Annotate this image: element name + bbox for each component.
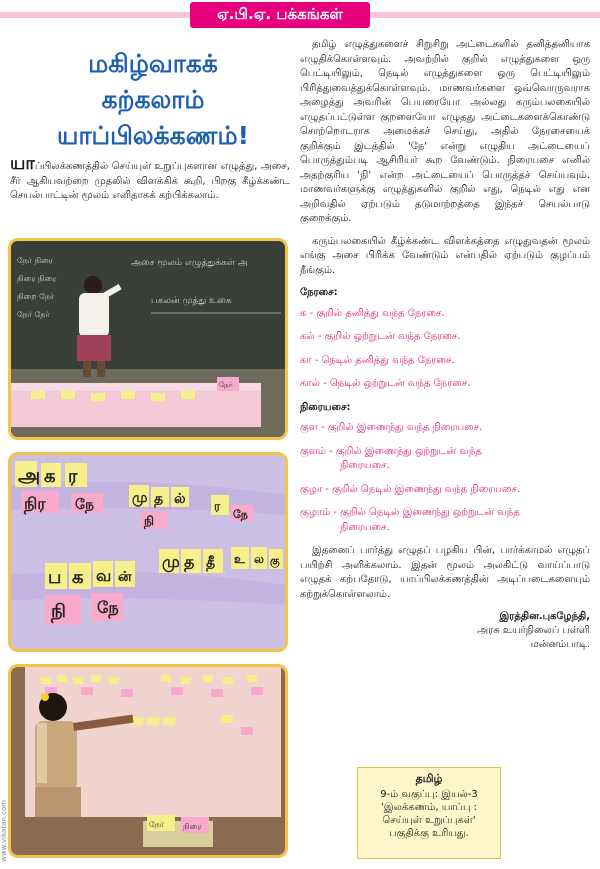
top-bar — [0, 0, 600, 28]
board-heading: அசை மூலம் எழுத்துக்கள் அ — [131, 258, 248, 268]
note-title: தமிழ் — [415, 772, 443, 785]
card-bottom-5: நே — [97, 598, 119, 617]
photo-girl-art — [11, 667, 285, 855]
intro-text: ப்பிலக்கணத்தில் செய்யுள் உறுப்புகளான எழுத்து, அசை, சீர் ஆகியவற்றை முதலில் விளக்கிக் கூறி, பிறகு கீழ்க்கண்ட செயல்பாட்டின் மூலம் எளிதாகக் கற்பிக்கலாம். — [10, 161, 290, 201]
headline-line-3: யாப்பிலக்கணம்! — [57, 121, 249, 150]
card-top-4: நே — [75, 497, 94, 513]
card-bottom-7: த — [184, 552, 195, 571]
headline — [14, 46, 292, 154]
photo-cards-cloth — [8, 452, 288, 652]
card-top-1: க — [44, 466, 56, 487]
card-bottom-10: ல — [254, 552, 264, 566]
card-top-8: நி — [144, 514, 154, 528]
nerasai-example-1: க - குறில் தனித்து வந்த நேரசை. — [300, 307, 445, 319]
board-left-line-1: நேர் நிரை — [17, 256, 53, 265]
card-top-3: நிர — [24, 494, 46, 513]
niraiyasai-example-3 — [300, 483, 590, 498]
card-bottom-11: கு — [270, 554, 280, 567]
niraiyasai-heading: நிரையசை: — [300, 401, 351, 413]
photo-blackboard — [8, 238, 288, 440]
author-school: அரசு உயர்நிலைப் பள்ளி — [476, 625, 590, 636]
card-bottom-2: வ — [96, 566, 112, 585]
card-top-5: மு — [132, 490, 148, 506]
niraiyasai-example-2-a: குளம் - குறில் இணைந்து ஒற்றுடன் வந்த — [300, 445, 482, 457]
board-line-2: பகலன் முத்து உகை — [151, 296, 232, 306]
author-block — [300, 610, 590, 652]
niraiyasai-example-2 — [300, 445, 590, 474]
card-top-6: த — [154, 491, 164, 507]
niraiyasai-example-1 — [300, 421, 590, 436]
headline-line-1: மகிழ்வாகக் — [88, 49, 218, 78]
niraiyasai-example-4-a: குழாம் - குறில் நெடில் இணைந்து ஒற்றுடன் வந்த — [300, 507, 520, 518]
body-paragraph-3: இதனைப் பார்த்து எழுதப் பழகிய பின், பார்க்காமல் எழுதப் பயிற்சி அளிக்கலாம். இதன் மூலம் அலகிட்டு வாய்ப்பாடு எழுதக் கற்பதோடு, யாப்பிலக்கணத்தின் அடிப்படைகளையும் கற்றுக்கொள்ளலாம். — [300, 545, 590, 600]
nerasai-example-3: கா - நெடில் தனித்து வந்த நேரசை. — [300, 354, 455, 366]
board-left-line-2: நிரை நிரை — [17, 274, 57, 283]
author-name: இரத்தின.புகழேந்தி, — [499, 611, 590, 622]
author-place: மன்னம்பாடி. — [530, 639, 590, 650]
headline-line-2: கற்கலாம் — [101, 85, 205, 114]
nerasai-example-2: கல் - குறில் ஒற்றுடன் வந்த நேரசை. — [300, 331, 461, 342]
niraiyasai-example-3-a: குழா - குறில் நெடில் இணைந்து வந்த நிரையசை. — [300, 483, 521, 495]
niraiyasai-example-4 — [300, 506, 590, 535]
intro-drop-cap: யா — [10, 153, 35, 174]
card-bottom-0: ப — [48, 567, 62, 588]
card-top-0: அ — [18, 463, 41, 487]
intro-paragraph — [10, 153, 290, 204]
right-column — [300, 38, 590, 652]
photo-blackboard-art — [11, 241, 285, 437]
card-bottom-6: மு — [162, 552, 180, 571]
section-title: ஏ.பி.ஏ. பக்கங்கள் — [190, 2, 370, 28]
note-line-3: செய்யுள் உறுப்புகள்' — [382, 815, 476, 826]
board-left-line-4: நேர் நேர் — [17, 310, 50, 319]
niraiyasai-example-2-b: நிரையசை. — [340, 460, 390, 471]
card-bottom-4: நி — [51, 601, 66, 622]
body-paragraph-1: தமிழ் எழுத்துகளைச் சிறுசிறு அட்டைகளில் தனித்தனியாக எழுதிக்கொள்ளவும். அவற்றில் குறில் எழுத்துகளை ஒரு பெட்டியிலும், நெடில் எழுத்துகளை ஒரு பெட்டியிலும் பிரித்துவைத்துக்கொள்ளவும். மாணவர்களை ஒவ்வொருவராக அழைத்து அவரின் பெயரையோ அல்லது கரும்பலகையில் எழுதப்பட்டுள்ள குறளையோ எழுதது அட்டைகளைக்கொண்டு சொற்றொடராக அமைக்கச் செய்து, அதில் நேரசையைக் குறிக்கும் இடத்தில் 'நே' என்று எழுதிய அட்டையைப் பொருத்தும்படி ஆசிரியர் கூற வேண்டும். நிரையசை எனில் அதற்குரிய 'நி' என்ற அட்டையைப் பொருத்தச் செய்யவும். மாணவர்களுக்கு எழுத்துகளில் குறில் எது, நெடில் எது என அறிவதில் ஏற்படும் தடுமாற்றத்தை இந்தச் செயல்பாடு குறைக்கும். — [300, 39, 590, 224]
card-top-9: ர — [214, 499, 221, 513]
card-bottom-3: ன் — [118, 569, 132, 585]
note-line-2: 'இலக்கணம், யாப்பு : — [381, 802, 477, 813]
card-bottom-8: தீ — [206, 555, 216, 571]
card-bottom-1: க — [72, 567, 84, 588]
watermark: www.vikatan.com — [0, 800, 8, 862]
note-line-4: பகுதிக்கு உரியது. — [389, 828, 469, 839]
niraiyasai-example-4-b: நிரையசை. — [340, 521, 390, 533]
photo-cards-art — [11, 455, 285, 649]
body-paragraph-2: கரும்பலகையில் கீழ்க்கண்ட விளக்கத்தை எழுதுவதன் மூலம் எங்கு அசை பிரிக்க வேண்டும் என்பதில் ஏற்படும் குழப்பம் நீங்கும். — [300, 235, 590, 276]
nerasai-heading: நேரசை: — [300, 287, 338, 298]
nerasai-example-4: கால் - நெடில் ஒற்றுடன் வந்த நேரசை. — [300, 378, 471, 389]
card-bottom-9: உ — [234, 552, 245, 566]
board-left-line-3: நிறை நேர் — [17, 292, 55, 301]
photo-girl-pinning — [8, 664, 288, 858]
card-top-10: நே — [233, 508, 248, 521]
box-card-1: நிரை — [183, 822, 202, 831]
card-top-2: ர — [68, 466, 78, 487]
niraiyasai-example-1-a: குள - குறில் இணைந்து வந்த நிரையசை. — [300, 422, 483, 433]
box-card-0: நேர் — [149, 820, 164, 829]
note-line-1: 9-ம் வகுப்பு: இயல்-3 — [380, 789, 478, 800]
card-top-7: ல் — [174, 491, 186, 507]
table-card: நேர் — [219, 381, 233, 389]
syllabus-note — [357, 767, 501, 859]
